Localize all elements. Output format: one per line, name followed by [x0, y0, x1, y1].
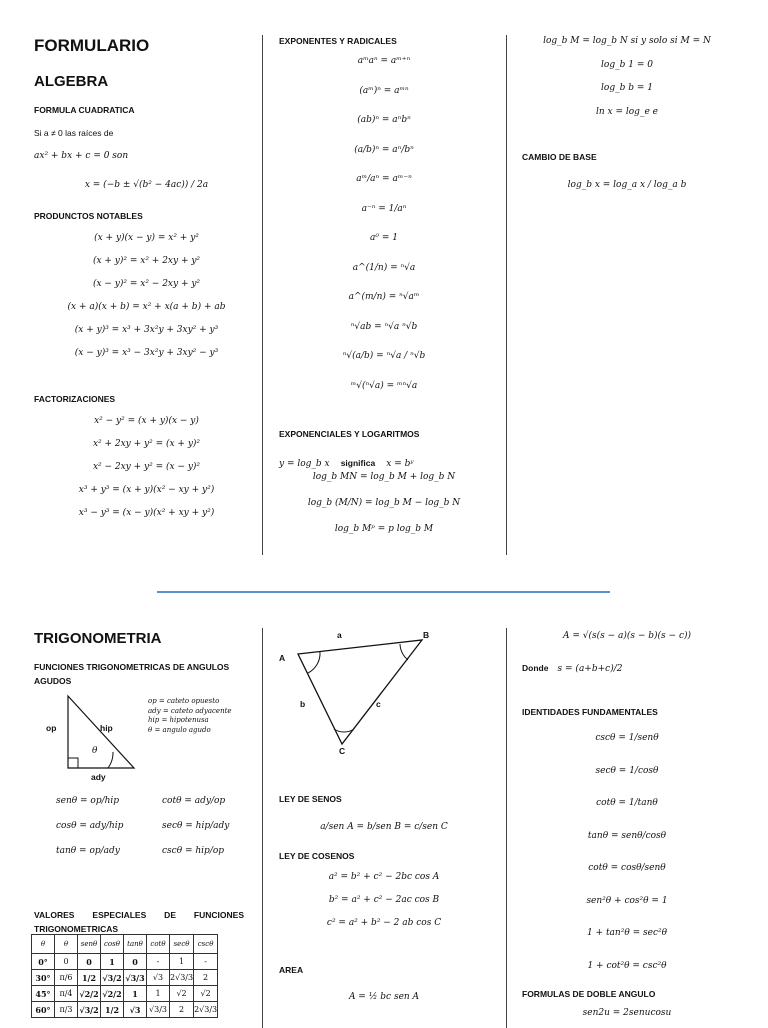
table-cell: 1/2: [101, 1002, 124, 1018]
side-a: a: [337, 630, 342, 640]
column-divider: [262, 628, 263, 1028]
coseno-formula: b² = a² + c² − 2ac cos B: [328, 895, 440, 905]
identidad-formula: tanθ = senθ/cosθ: [587, 830, 667, 841]
log-definition: [279, 451, 414, 470]
log-property-formula: ln x = log_e e: [596, 106, 658, 117]
table-cell: √3/3: [147, 1002, 170, 1018]
valores-table-wrap: [31, 934, 218, 1018]
factorizacion-formula: x³ − y³ = (x − y)(x² + xy + y²): [78, 508, 215, 518]
table-cell: 0: [78, 954, 101, 970]
theta-arc: [108, 752, 113, 768]
vertex-c: C: [339, 746, 346, 756]
tri-label-op: op: [46, 723, 57, 733]
exponente-formula: aᵐ/aⁿ = aᵐ⁻ⁿ: [356, 174, 412, 184]
cosenos-label: LEY DE COSENOS: [279, 851, 355, 861]
cuadratica-label: FORMULA CUADRATICA: [34, 105, 135, 115]
identidad-formula: cotθ = 1/tanθ: [596, 798, 658, 808]
log-formula: log_b Mᵖ = p log_b M: [334, 524, 434, 534]
identidad-formula: secθ = 1/cosθ: [595, 765, 659, 776]
table-cell: 2√3/3: [194, 1002, 218, 1018]
table-cell: π/4: [55, 986, 78, 1002]
productos-list: [34, 233, 259, 371]
table-row: [32, 1002, 218, 1018]
exponente-formula: ⁿ√ab = ⁿ√a ⁿ√b: [350, 321, 418, 332]
exponente-formula: a^(m/n) = ⁿ√aᵐ: [348, 292, 420, 302]
side-b: b: [300, 699, 306, 709]
ratios-right: [162, 796, 229, 871]
table-cell: 0: [55, 954, 78, 970]
exponentes-label: EXPONENTES Y RADICALES: [279, 36, 397, 46]
ratios-left: [56, 796, 123, 871]
table-cell: √2: [170, 986, 194, 1002]
table-header-cell: θ: [32, 935, 55, 954]
table-cell: √3: [124, 1002, 147, 1018]
table-header-cell: tanθ: [124, 935, 147, 954]
cambio-base-formula: log_b x = log_a x / log_a b: [567, 180, 687, 190]
table-cell: 1: [147, 986, 170, 1002]
column-divider: [506, 628, 507, 1028]
producto-formula: (x − y)² = x² − 2xy + y²: [92, 279, 201, 289]
log-formula: log_b MN = log_b M + log_b N: [312, 472, 456, 482]
log-property-formula: log_b 1 = 0: [601, 59, 653, 70]
column-divider: [506, 35, 507, 555]
column-divider: [262, 35, 263, 555]
producto-formula: (x + y)(x − y) = x² + y²: [94, 233, 199, 243]
factorizacion-formula: x² + 2xy + y² = (x + y)²: [92, 439, 201, 449]
doble-list: [522, 1008, 732, 1022]
identidad-formula: 1 + tan²θ = sec²θ: [586, 928, 668, 938]
agudos-label: FUNCIONES TRIGONOMETRICAS DE ANGULOS AGUDOS: [34, 662, 230, 686]
log-properties-list: [522, 36, 732, 130]
oblique-triangle-diagram: [280, 628, 440, 758]
table-cell: 0°: [32, 954, 55, 970]
table-header-cell: secθ: [170, 935, 194, 954]
angle-arc-b: [400, 644, 408, 660]
legend-line: θ = angulo agudo: [148, 725, 211, 734]
factorizacion-formula: x³ + y³ = (x + y)(x² − xy + y²): [78, 485, 215, 495]
ratio-formula: tanθ = op/ady: [56, 846, 120, 856]
identidad-formula: cotθ = cosθ/senθ: [588, 863, 666, 873]
ratio-formula: senθ = op/hip: [56, 796, 120, 806]
angle-arc-a: [308, 652, 320, 673]
log-property-formula: log_b b = 1: [601, 83, 653, 93]
table-cell: 2: [194, 970, 218, 986]
tri-label-ady: ady: [91, 772, 106, 782]
exponente-formula: (a/b)ⁿ = aⁿ/bⁿ: [354, 144, 414, 155]
factorizaciones-list: [34, 416, 259, 531]
exponente-formula: ᵐ√(ⁿ√a) = ᵐⁿ√a: [350, 380, 418, 391]
table-cell: 2√3/3: [170, 970, 194, 986]
table-cell: √3/2: [78, 1002, 101, 1018]
factorizaciones-label: FACTORIZACIONES: [34, 394, 116, 404]
doble-label: FORMULAS DE DOBLE ANGULO: [522, 989, 656, 999]
table-cell: -: [147, 954, 170, 970]
table-cell: √3/3: [124, 970, 147, 986]
exponente-formula: aᵐaⁿ = aᵐ⁺ⁿ: [357, 56, 411, 66]
senos-formula: a/sen A = b/sen B = c/sen C: [320, 822, 448, 832]
table-row: [32, 954, 218, 970]
cambio-base-label: CAMBIO DE BASE: [522, 152, 597, 162]
producto-formula: (x + y)³ = x³ + 3x²y + 3xy² + y³: [74, 325, 219, 335]
exponente-formula: ⁿ√(a/b) = ⁿ√a / ⁿ√b: [342, 351, 426, 361]
log-def-left: y = log_b x: [279, 459, 330, 469]
area-label: AREA: [279, 965, 304, 975]
log-def-right: x = bʸ: [386, 459, 414, 469]
exponente-formula: a^(1/n) = ⁿ√a: [352, 262, 416, 273]
legend-line: hip = hipotenusa: [148, 716, 209, 724]
coseno-formula: c² = a² + b² − 2 ab cos C: [326, 918, 442, 928]
productos-label: PRODUNCTOS NOTABLES: [34, 211, 143, 221]
table-cell: -: [194, 954, 218, 970]
logaritmos-label: EXPONENCIALES Y LOGARITMOS: [279, 429, 420, 439]
producto-formula: (x + a)(x + b) = x² + x(a + b) + ab: [67, 302, 226, 312]
page-title: FORMULARIO: [34, 36, 150, 55]
right-triangle-diagram: [34, 690, 144, 780]
table-header-cell: senθ: [78, 935, 101, 954]
algebra-heading: ALGEBRA: [34, 73, 109, 90]
donde-formula: s = (a+b+c)/2: [557, 664, 623, 674]
table-cell: 1: [124, 986, 147, 1002]
valores-label: VALORES ESPECIALES DE FUNCIONES TRIGONOMETRICAS: [34, 910, 244, 934]
factorizacion-formula: x² − 2xy + y² = (x − y)²: [92, 462, 201, 472]
exponente-formula: a⁰ = 1: [370, 233, 398, 243]
table-header-cell: cosθ: [101, 935, 124, 954]
identidad-formula: sen²θ + cos²θ = 1: [586, 895, 668, 906]
identidad-formula: cscθ = 1/senθ: [595, 733, 659, 743]
ratio-formula: cscθ = hip/op: [162, 846, 225, 856]
trigonometria-heading: TRIGONOMETRIA: [34, 630, 162, 647]
identidades-label: IDENTIDADES FUNDAMENTALES: [522, 707, 658, 717]
table-cell: √3/2: [101, 970, 124, 986]
cuadratica-formula: x = (−b ± √(b² − 4ac)) / 2a: [84, 180, 209, 190]
table-cell: 60°: [32, 1002, 55, 1018]
identidades-list: [522, 733, 732, 993]
table-cell: 30°: [32, 970, 55, 986]
triangle-legend: [148, 697, 232, 735]
table-header-cell: cscθ: [194, 935, 218, 954]
vertex-a: A: [279, 653, 286, 663]
table-cell: π/6: [55, 970, 78, 986]
valores-table: [31, 934, 218, 1018]
heron-formula: A = √(s(s − a)(s − b)(s − c)): [562, 631, 692, 641]
coseno-formula: a² = b² + c² − 2bc cos A: [328, 872, 440, 882]
table-cell: √2/2: [78, 986, 101, 1002]
donde-label: Donde: [522, 663, 549, 673]
legend-line: ady = cateto adyacente: [148, 706, 232, 715]
exponentes-list: [279, 56, 489, 410]
table-cell: π/3: [55, 1002, 78, 1018]
doble-formula: sen2u = 2senucosu: [582, 1008, 672, 1018]
donde-row: [522, 656, 622, 675]
ratio-formula: cosθ = ady/hip: [56, 821, 124, 831]
log-formula: log_b (M/N) = log_b M − log_b N: [307, 498, 461, 508]
side-c: c: [376, 699, 381, 709]
table-cell: √2: [194, 986, 218, 1002]
table-header-cell: θ: [55, 935, 78, 954]
table-row: [32, 986, 218, 1002]
table-header-cell: cotθ: [147, 935, 170, 954]
identidad-formula: 1 + cot²θ = csc²θ: [587, 960, 667, 971]
factorizacion-formula: x² − y² = (x + y)(x − y): [94, 416, 199, 426]
ratio-formula: cotθ = ady/op: [162, 796, 226, 806]
table-row: [32, 970, 218, 986]
log-def-mid: significa: [340, 458, 376, 468]
exponente-formula: (ab)ⁿ = aⁿbⁿ: [357, 115, 411, 125]
exponente-formula: (aᵐ)ⁿ = aᵐⁿ: [359, 85, 409, 96]
table-cell: 1: [101, 954, 124, 970]
legend-line: op = cateto opuesto: [148, 697, 220, 705]
area-formula: A = ½ bc sen A: [348, 992, 420, 1002]
vertex-b: B: [423, 630, 430, 640]
producto-formula: (x − y)³ = x³ − 3x²y + 3xy² − y³: [74, 348, 219, 358]
ratio-formula: secθ = hip/ady: [162, 821, 230, 831]
right-angle-mark: [68, 758, 78, 768]
table-cell: 45°: [32, 986, 55, 1002]
cuadratica-line1: Si a ≠ 0 las raíces de: [34, 128, 114, 138]
table-cell: 1/2: [78, 970, 101, 986]
table-cell: 2: [170, 1002, 194, 1018]
senos-label: LEY DE SENOS: [279, 794, 342, 804]
table-cell: 1: [170, 954, 194, 970]
log-list: [279, 472, 489, 550]
producto-formula: (x + y)² = x² + 2xy + y²: [92, 256, 201, 266]
cosenos-list: [279, 872, 489, 941]
section-divider: [157, 591, 610, 593]
cuadratica-line2: ax² + bx + c = 0 son: [34, 151, 129, 161]
table-cell: 0: [124, 954, 147, 970]
table-cell: √2/2: [101, 986, 124, 1002]
log-property-formula: log_b M = log_b N si y solo si M = N: [543, 36, 711, 46]
table-cell: √3: [147, 970, 170, 986]
tri-label-hip: hip: [100, 723, 113, 733]
tri-label-theta: θ: [92, 746, 98, 756]
exponente-formula: a⁻ⁿ = 1/aⁿ: [361, 203, 407, 214]
table-header-row: [32, 935, 218, 954]
